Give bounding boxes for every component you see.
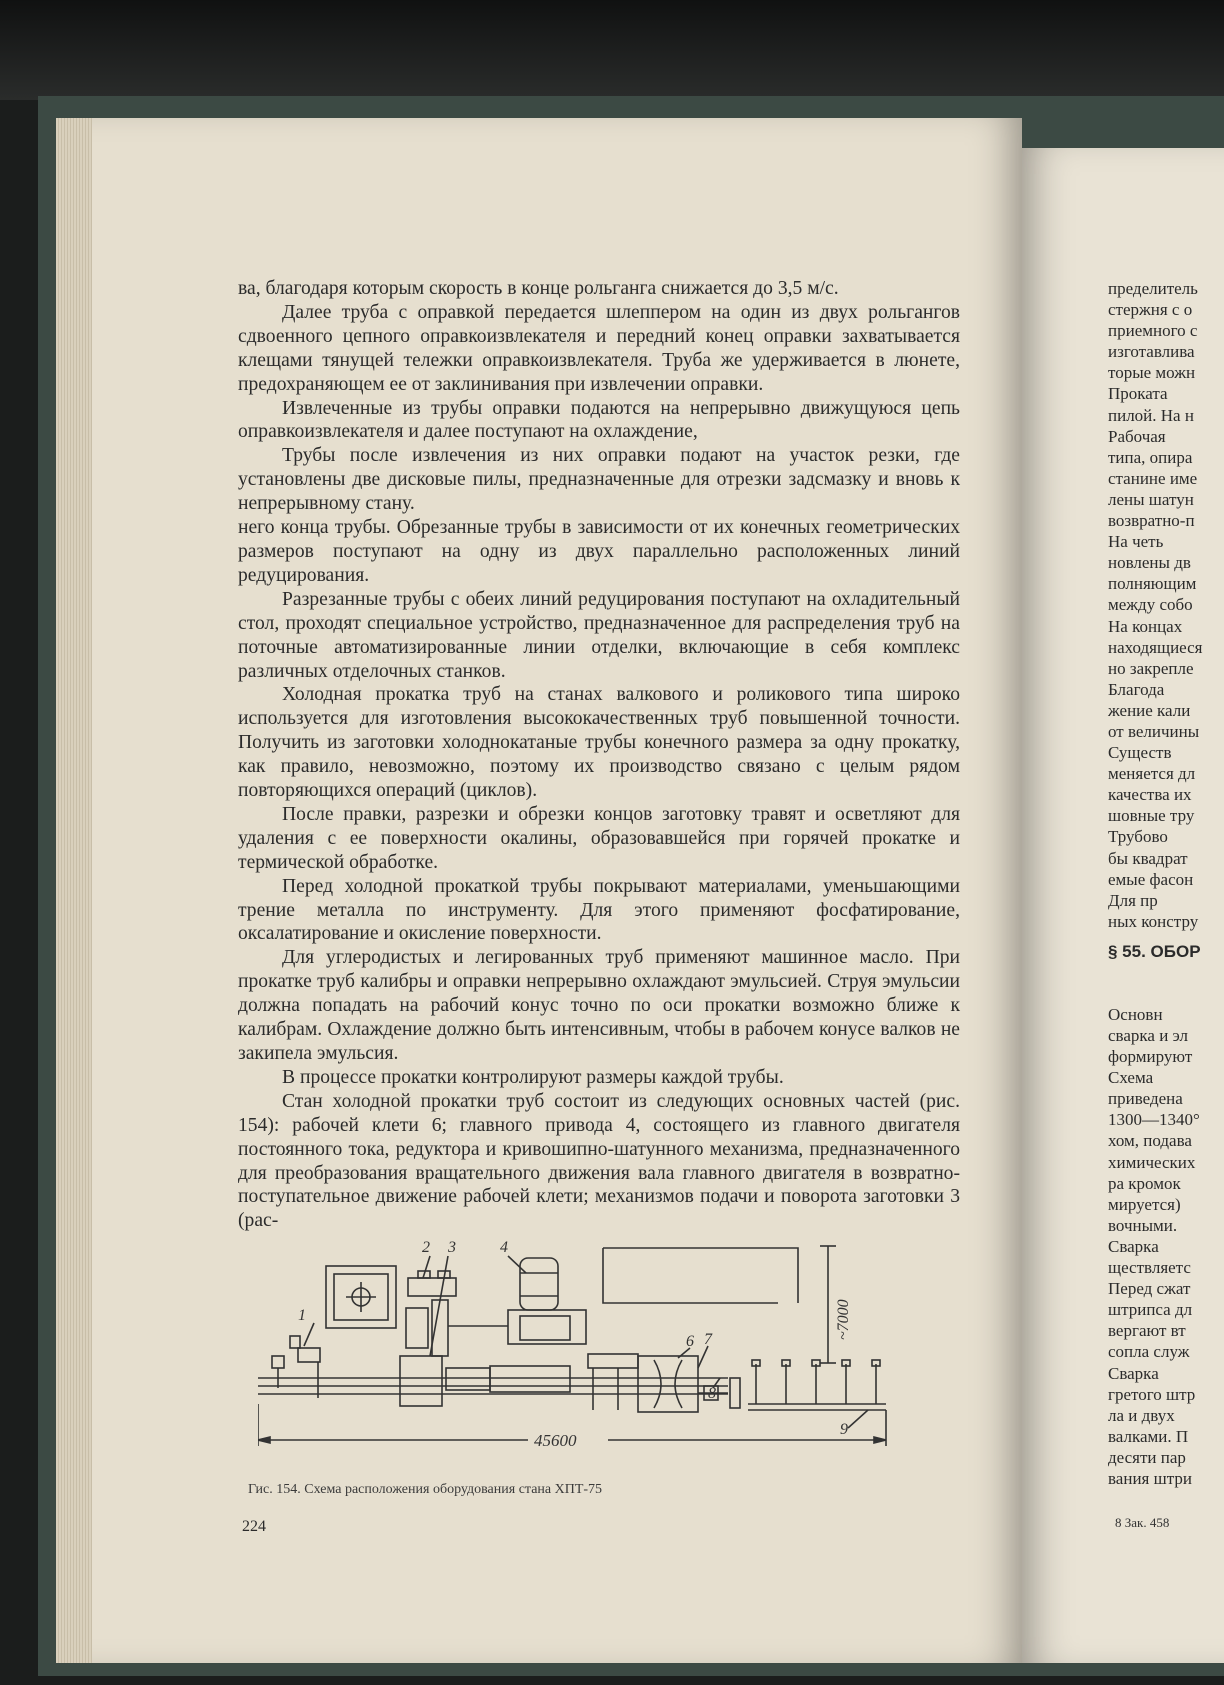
right-line: возвратно-п — [1108, 511, 1195, 531]
paragraph: Для углеродистых и легированных труб применяют машинное масло. При прокатке труб калибры и оправки непрерывно охлаждают эмульсией. Струя эмульсии должна попадать на рабочий конус точно по оси прокатки возможно ближе к калибрам. Охлаждение должно быть интенсивным, чтобы в рабочем конусе валков не закипела эмульсия. — [238, 947, 960, 1064]
paragraph: После правки, разрезки и обрезки концов заготовку травят и осветляют для удаления с ее поверхности окалины, образовавшейся при горячей прокатке и термической обработке. — [238, 803, 960, 873]
label-9: 9 — [840, 1421, 848, 1438]
paragraph: Трубы после извлечения из них оправки подают на участок резки, где установлены две дисковые пилы, предназначенные для отрезки задсмазку и вновь к непрерывному стану. — [238, 445, 960, 515]
right-line: Благода — [1108, 679, 1165, 699]
label-2: 2 — [422, 1239, 430, 1256]
right-line: штрипса дл — [1108, 1300, 1193, 1320]
label-7: 7 — [704, 1331, 712, 1348]
right-line: станине име — [1108, 468, 1198, 488]
right-line: новлены дв — [1108, 553, 1191, 573]
right-line: химических — [1108, 1152, 1196, 1172]
label-3: 3 — [448, 1239, 456, 1256]
right-line: На четь — [1108, 532, 1164, 552]
right-line: Рабочая — [1108, 426, 1166, 446]
right-line: меняется дл — [1108, 764, 1196, 784]
right-line: пилой. На н — [1108, 405, 1194, 425]
dimension-length: 45600 — [534, 1431, 577, 1450]
right-line: торые можн — [1108, 363, 1196, 383]
right-line: типа, опира — [1108, 447, 1193, 467]
paragraph: Разрезанные трубы с обеих линий редуцирования поступают на охладительный стол, проходят специальное устройство, предназначенное для распределения труб на поточные автоматизированные линии отделки, включающие в себя комплекс различных отделочных станков. — [238, 588, 960, 682]
figure-caption: Гис. 154. Схема расположения оборудования стана ХПТ-75 — [248, 1482, 603, 1497]
paragraph: В процессе прокатки контролируют размеры каждой трубы. — [282, 1066, 784, 1088]
right-line: вочными. — [1108, 1215, 1178, 1235]
right-line: находящиеся — [1108, 637, 1203, 657]
dimension-height: ~7000 — [835, 1299, 852, 1340]
right-line: 1300—1340° — [1108, 1110, 1200, 1130]
right-line: Сварка — [1108, 1363, 1159, 1383]
paragraph: Извлеченные из трубы оправки подаются на непрерывно движущуюся цепь оправкоизвлекателя и далее поступают на охлаждение, — [238, 397, 960, 443]
right-line: ра кромок — [1108, 1173, 1181, 1193]
paragraph: Перед холодной прокаткой трубы покрывают материалами, уменьшающими трение металла по инструменту. Для этого применяют фосфатирование, оксалатирование и окисление поверхности. — [238, 875, 960, 945]
right-line: хом, подава — [1108, 1131, 1192, 1151]
right-line: емые фасон — [1108, 869, 1194, 889]
right-line: от величины — [1108, 721, 1200, 741]
right-line: формируют — [1108, 1047, 1193, 1067]
body-text — [238, 277, 960, 1233]
right-line: приведена — [1108, 1089, 1183, 1109]
right-page-text — [1108, 278, 1224, 1489]
right-line: На концах — [1108, 616, 1183, 636]
right-line: жение кали — [1108, 700, 1191, 720]
right-line: Основн — [1108, 1004, 1163, 1024]
right-line: стержня с о — [1108, 300, 1193, 320]
label-8: 8 — [708, 1385, 716, 1402]
right-line: пределитель — [1108, 279, 1198, 298]
spacer — [1108, 972, 1224, 1004]
right-line: мируется) — [1108, 1194, 1181, 1214]
right-line: ществляетс — [1108, 1258, 1191, 1278]
equipment-diagram — [258, 1228, 962, 1466]
right-line: бы квадрат — [1108, 848, 1188, 868]
roller-stands — [752, 1360, 880, 1404]
right-line: десяти пар — [1108, 1447, 1186, 1467]
right-line: Перед сжат — [1108, 1279, 1191, 1299]
right-line: Трубово — [1108, 827, 1168, 847]
right-line: Проката — [1108, 384, 1168, 404]
section-heading: § 55. ОБОР — [1108, 941, 1201, 961]
label-6: 6 — [686, 1333, 694, 1350]
right-line: гретого штр — [1108, 1384, 1196, 1404]
right-page-footer: 8 Зак. 458 — [1115, 1515, 1170, 1530]
background-top — [0, 0, 1224, 100]
right-line: полняющим — [1108, 574, 1197, 594]
right-line: но закрепле — [1108, 658, 1194, 678]
right-line: сопла служ — [1108, 1342, 1190, 1362]
right-line: Схема — [1108, 1068, 1154, 1088]
paragraph: Холодная прокатка труб на станах валкового и роликового типа широко используется для изготовления высококачественных труб повышенной точности. Получить из заготовки холоднокатаные трубы конечного размера за одну прокатку, как правило, невозможно, поэтому их производство связано с целым рядом повторяющихся операций (циклов). — [238, 684, 960, 802]
right-line: изготавлива — [1108, 342, 1195, 362]
paragraph: ва, благодаря которым скорость в конце рольганга снижается до 3,5 м/с. — [238, 278, 839, 299]
right-line: Существ — [1108, 743, 1172, 763]
label-4: 4 — [500, 1239, 508, 1256]
right-line: приемного с — [1108, 321, 1198, 341]
right-line: сварка и эл — [1108, 1026, 1189, 1045]
right-line: ла и двух — [1108, 1405, 1175, 1425]
right-line: валками. П — [1108, 1426, 1189, 1446]
right-line: Сварка — [1108, 1236, 1159, 1256]
page-edges — [56, 118, 96, 1663]
page-number: 224 — [242, 1518, 266, 1535]
right-line: качества их — [1108, 785, 1192, 805]
right-line: шовные тру — [1108, 806, 1195, 826]
right-line: между собо — [1108, 595, 1193, 615]
paragraph: него конца трубы. Обрезанные трубы в зависимости от их конечных геометрических размеров поступают на одну из двух параллельно расположенных линий редуцирования. — [238, 517, 960, 586]
paragraph: Далее труба с оправкой передается шлеппером на один из двух рольгангов сдвоенного цепного оправкоизвлекателя и передний конец оправки захватывается клещами тянущей тележки оправкоизвлекателя. Труба же удерживается в люнете, предохраняющем ее от заклинивания при извлечении оправки. — [238, 301, 960, 395]
right-line: лены шатун — [1108, 489, 1194, 509]
paragraph: Стан холодной прокатки труб состоит из следующих основных частей (рис. 154): рабочей клети 6; главного привода 4, состоящего из главного двигателя постоянного тока, редуктора и кривошипно-шатунного механизма, предназначенного для преобразования вращательного движения вала главного двигателя в возвратно-поступательное движение рабочей клети; механизмов подачи и поворота заготовки 3 (рас- — [238, 1090, 960, 1232]
label-1: 1 — [298, 1307, 306, 1324]
right-line: Для пр — [1108, 890, 1158, 910]
right-line: вергают вт — [1108, 1321, 1186, 1341]
right-line: вания штри — [1108, 1468, 1192, 1488]
right-line: ных констру — [1108, 911, 1199, 931]
